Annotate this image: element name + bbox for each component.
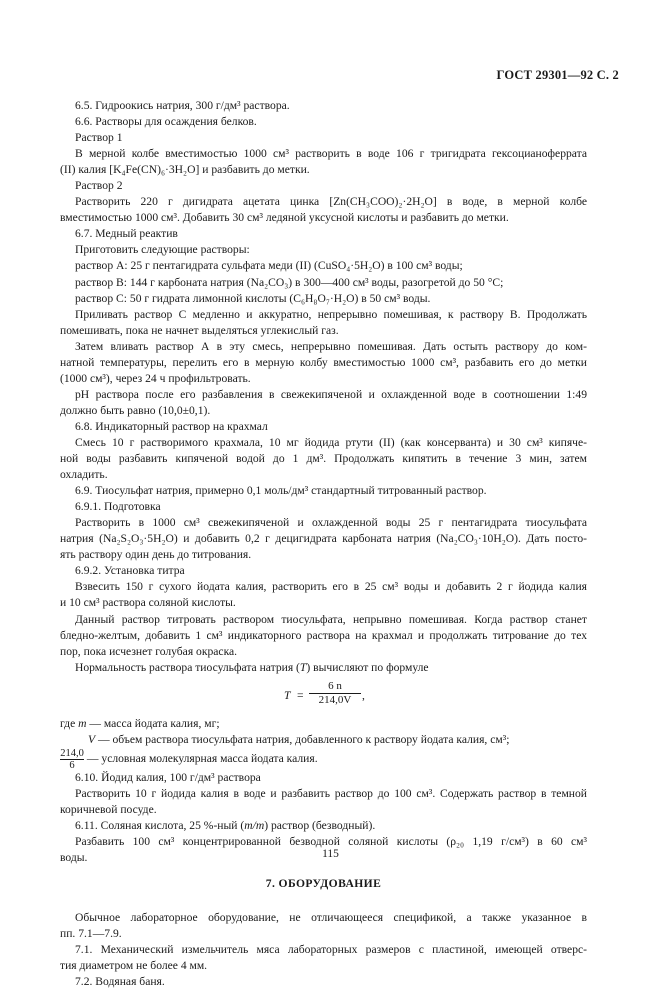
formula-variable-T: T: [284, 688, 291, 702]
molar-mass-fraction: [60, 748, 84, 770]
text-span: — масса йодата калия, мг;: [86, 716, 220, 730]
text-line: Приготовить следующие растворы:: [75, 243, 250, 257]
text-line: раствор В: 144 г карбоната натрия (Na₂CO₃) в 300—400 см³ воды, разогретой до 50 °С;: [75, 275, 504, 289]
formula-equals: =: [297, 688, 304, 702]
fraction-numerator: 214,0: [60, 747, 84, 759]
text-line: охладить.: [60, 468, 108, 482]
text-span: — условная молекулярная масса йодата калия.: [84, 751, 318, 765]
text-line: тия диаметром не более 4 мм.: [60, 959, 208, 973]
text-line: 7.1. Механический измельчитель мяса лабораторных размеров с пластиной, имеющей отверс-: [75, 943, 587, 957]
text-line: бледно-желтым, добавить 1 см³ индикаторного раствора на крахмал и продолжать титрование до тех: [60, 628, 587, 642]
text-span: ) раствор (безводный).: [264, 818, 376, 832]
text-line: пп. 7.1—7.9.: [60, 927, 122, 941]
text-line: 6.9.1. Подготовка: [75, 500, 161, 514]
text-line: натрия (Na₂S₂O₃·5H₂O) и добавить 0,2 г децигидрата карбоната натрия (Na₂CO₃·10H₂O). Дать посто-: [60, 532, 587, 546]
text-line: Данный раствор титровать раствором тиосульфата, непрывно помешивая. Когда раствор станет: [75, 612, 587, 626]
text-line: 7.2. Водяная баня.: [75, 975, 165, 989]
text-line: пор, пока исчезнет голубая окраска.: [60, 644, 238, 658]
formula-numerator: 6 n: [309, 680, 361, 694]
formula-comma: ,: [362, 688, 365, 702]
text-line: 6.6. Растворы для осаждения белков.: [75, 115, 257, 129]
text-line: 6.8. Индикаторный раствор на крахмал: [75, 419, 268, 433]
text-line: ять раствору один день до титрования.: [60, 548, 252, 562]
text-span: ) вычисляют по формуле: [306, 660, 429, 674]
text-line: [60, 660, 587, 676]
text-line: рН раствора после его разбавления в свежекипяченой и охлажденной воде в соотношении 1:49: [75, 387, 587, 401]
fraction-denominator: 6: [69, 759, 75, 770]
text-span: Нормальность раствора тиосульфата натрия (: [75, 660, 300, 674]
text-line: Обычное лабораторное оборудование, не отличающееся спецификой, а также указанное в: [75, 911, 587, 925]
variable-m: m: [78, 716, 87, 730]
text-line: (1000 см³), через 24 ч профильтровать.: [60, 371, 251, 385]
text-line: ной воды разбавить кипяченой водой до 1 дм³. Продолжать кипятить в течение 3 мин, затем: [60, 452, 587, 466]
text-line: Затем вливать раствор А в эту смесь, непрерывно помешивая. Дать остыть раствору до ком-: [75, 339, 587, 353]
formula-denominator: 214,0V: [318, 693, 352, 706]
text-line: раствор С: 50 г гидрата лимонной кислоты (C₆H₈O₇·H₂O) в 50 см³ воды.: [75, 291, 431, 305]
text-line: раствор А: 25 г пентагидрата сульфата меди (II) (CuSO₄·5H₂O) в 100 см³ воды;: [75, 259, 463, 273]
text-line: должно быть равно (10,0±0,1).: [60, 403, 211, 417]
text-span: где: [60, 716, 79, 730]
text-span: — объем раствора тиосульфата натрия, добавленного к раствору йодата калия, см³;: [95, 732, 510, 746]
text-line: коричневой посуде.: [60, 802, 157, 816]
text-line: Растворить в 1000 см³ свежекипяченой и охлажденной воды 25 г пентагидрата тиосульфата: [75, 516, 587, 530]
text-line: [60, 818, 587, 834]
section-heading: 7. ОБОРУДОВАНИЕ: [265, 877, 382, 891]
text-line: 6.10. Йодид калия, 100 г/дм³ раствора: [75, 770, 261, 784]
text-line: (II) калия [K₄Fe(CN)₆·3H₂O] и разбавить до метки.: [60, 163, 310, 177]
page-header: ГОСТ 29301—92 С. 2: [496, 68, 619, 82]
formula-fraction: [309, 680, 361, 707]
text-line: 6.7. Медный реактив: [75, 227, 178, 241]
text-italic: m/m: [244, 818, 265, 832]
variable-V: V: [88, 732, 96, 746]
text-line: Смесь 10 г растворимого крахмала, 10 мг йодида ртути (II) (как консерванта) и 30 см³ кипяче-: [75, 435, 587, 449]
text-line: воды.: [60, 851, 88, 865]
text-line: [60, 716, 587, 732]
text-line: Растворить 10 г йодида калия в воде и разбавить раствор до 100 см³. Содержать раствор в темной: [75, 786, 587, 800]
text-line: 6.9. Тиосульфат натрия, примерно 0,1 моль/дм³ стандартный титрованный раствор.: [75, 484, 487, 498]
text-line: вместимостью 1000 см³. Добавить 30 см³ ледяной уксусной кислоты и разбавить до метки.: [60, 211, 509, 225]
text-line: Приливать раствор С медленно и аккуратно, непрерывно помешивая, к раствору В. Продолжать: [75, 307, 587, 321]
text-line: Взвесить 150 г сухого йодата калия, растворить его в 25 см³ воды и добавить 2 г йодида калия: [75, 580, 587, 594]
text-span: 6.11. Соляная кислота, 25 %-ный (: [75, 818, 245, 832]
text-line: В мерной колбе вместимостью 1000 см³ растворить в воде 106 г тригидрата гексоцианоферрата: [75, 147, 587, 161]
page-number: 115: [322, 848, 339, 860]
text-line: 6.5. Гидроокись натрия, 300 г/дм³ раствора.: [75, 99, 290, 112]
text-line: Разбавить 100 см³ концентрированной безводной соляной кислоты (ρ₂₀ 1,19 г/см³) в 60 см³: [75, 834, 587, 848]
text-line: помешивать, пока не начнет выделяться углекислый газ.: [60, 323, 339, 337]
text-line: Раствор 2: [75, 179, 123, 193]
text-line: [60, 748, 587, 770]
titer-formula: [60, 676, 587, 716]
text-line: 6.9.2. Установка титра: [75, 564, 185, 578]
text-line: [60, 732, 587, 748]
text-line: Растворить 220 г дигидрата ацетата цинка [Zn(CH₃COO)₂·2H₂O] в воде, в мерной колбе: [75, 195, 587, 209]
text-line: и 10 см³ раствора соляной кислоты.: [60, 596, 236, 610]
text-line: натной температуры, перелить его в мерную колбу вместимостью 1000 см³, разбавить его до метки: [60, 355, 587, 369]
variable-T: T: [299, 660, 307, 674]
text-line: Раствор 1: [75, 131, 123, 145]
